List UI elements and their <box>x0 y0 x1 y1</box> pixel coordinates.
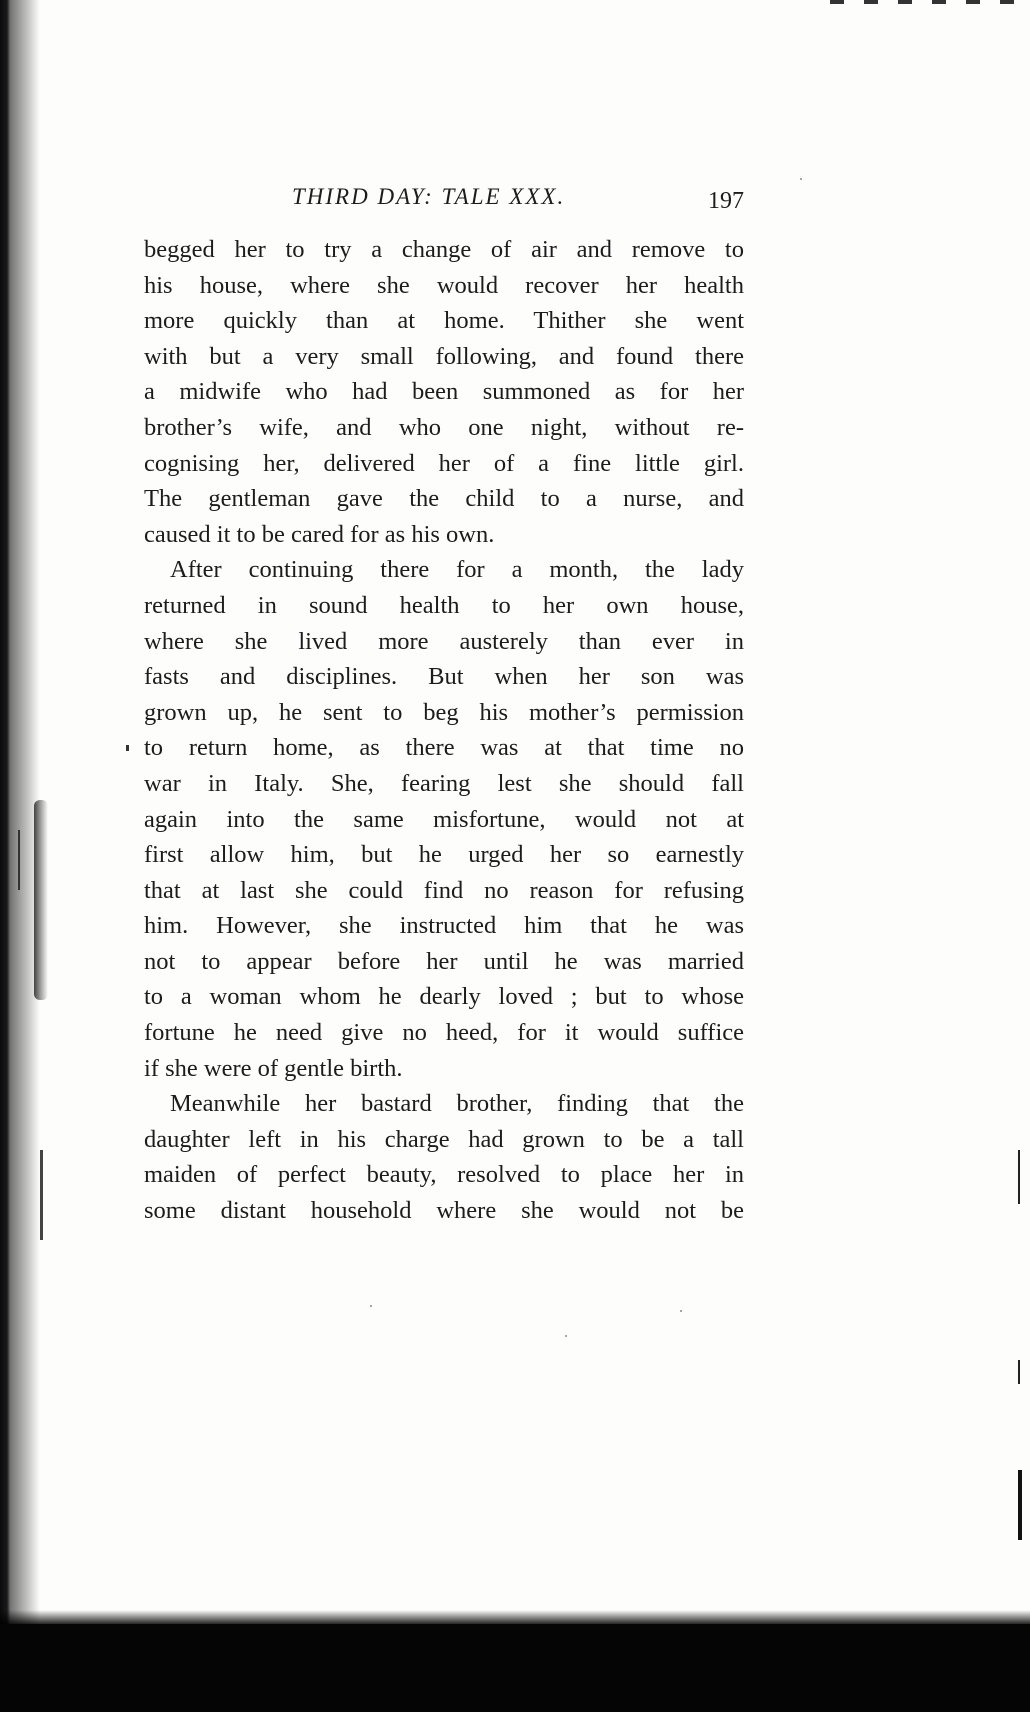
speck <box>680 1310 682 1312</box>
speck <box>370 1305 372 1307</box>
text-line: some distant household where she would not be <box>144 1197 744 1225</box>
text-line: his house, where she would recover her health <box>144 271 744 299</box>
text-line: where she lived more austerely than ever in <box>144 627 744 655</box>
stray-mark <box>126 745 129 751</box>
text-line: After continuing there for a month, the lady <box>170 556 744 584</box>
text-line: that at last she could find no reason for refusing <box>144 876 744 904</box>
text-line: him. However, she instructed him that he was <box>144 912 744 940</box>
text-line: maiden of perfect beauty, resolved to place her in <box>144 1161 744 1189</box>
speck <box>800 178 802 180</box>
paragraph <box>144 552 744 1086</box>
binding-blotch <box>34 800 48 1000</box>
text-line: if she were of gentle birth. <box>144 1054 403 1082</box>
scan-artifact-top <box>830 0 1030 4</box>
text-line: brother’s wife, and who one night, without re- <box>144 413 744 441</box>
text-line: with but a very small following, and found there <box>144 342 744 370</box>
text-line: fasts and disciplines. But when her son was <box>144 663 744 691</box>
text-line: to a woman whom he dearly loved ; but to whose <box>144 983 744 1011</box>
body-text <box>144 232 744 1229</box>
text-line: first allow him, but he urged her so earnestly <box>144 841 744 869</box>
scanner-bed <box>0 1624 1030 1712</box>
paragraph <box>144 1086 744 1228</box>
text-line: caused it to be cared for as his own. <box>144 520 495 548</box>
text-line: The gentleman gave the child to a nurse, and <box>144 485 744 513</box>
text-line: returned in sound health to her own house, <box>144 591 744 619</box>
text-line: begged her to try a change of air and remove to <box>144 236 744 263</box>
scan-artifact-left <box>18 830 20 890</box>
text-line: to return home, as there was at that time no <box>144 734 744 762</box>
text-line: grown up, he sent to beg his mother’s permission <box>144 698 744 726</box>
scan-shadow <box>0 1610 1030 1624</box>
text-line: more quickly than at home. Thither she went <box>144 307 744 335</box>
paragraph <box>144 232 744 552</box>
text-line: a midwife who had been summoned as for her <box>144 378 744 406</box>
binding-edge <box>0 0 10 1640</box>
text-line: Meanwhile her bastard brother, finding that the <box>170 1090 744 1118</box>
text-line: daughter left in his charge had grown to be a tall <box>144 1125 744 1153</box>
running-head: THIRD DAY: TALE XXX. <box>292 184 566 209</box>
speck <box>565 1335 567 1337</box>
page-header <box>144 178 744 218</box>
scan-artifact-right <box>1018 1360 1020 1384</box>
text-line: fortune he need give no heed, for it would suffice <box>144 1019 744 1047</box>
scan-artifact-right <box>1018 1470 1022 1540</box>
text-line: again into the same misfortune, would not at <box>144 805 744 833</box>
scan-artifact-left <box>40 1150 43 1240</box>
page-number: 197 <box>708 188 744 214</box>
text-line: cognising her, delivered her of a fine little girl. <box>144 449 744 477</box>
text-line: war in Italy. She, fearing lest she should fall <box>144 769 744 797</box>
text-line: not to appear before her until he was married <box>144 947 744 975</box>
scan-artifact-right <box>1018 1150 1020 1204</box>
